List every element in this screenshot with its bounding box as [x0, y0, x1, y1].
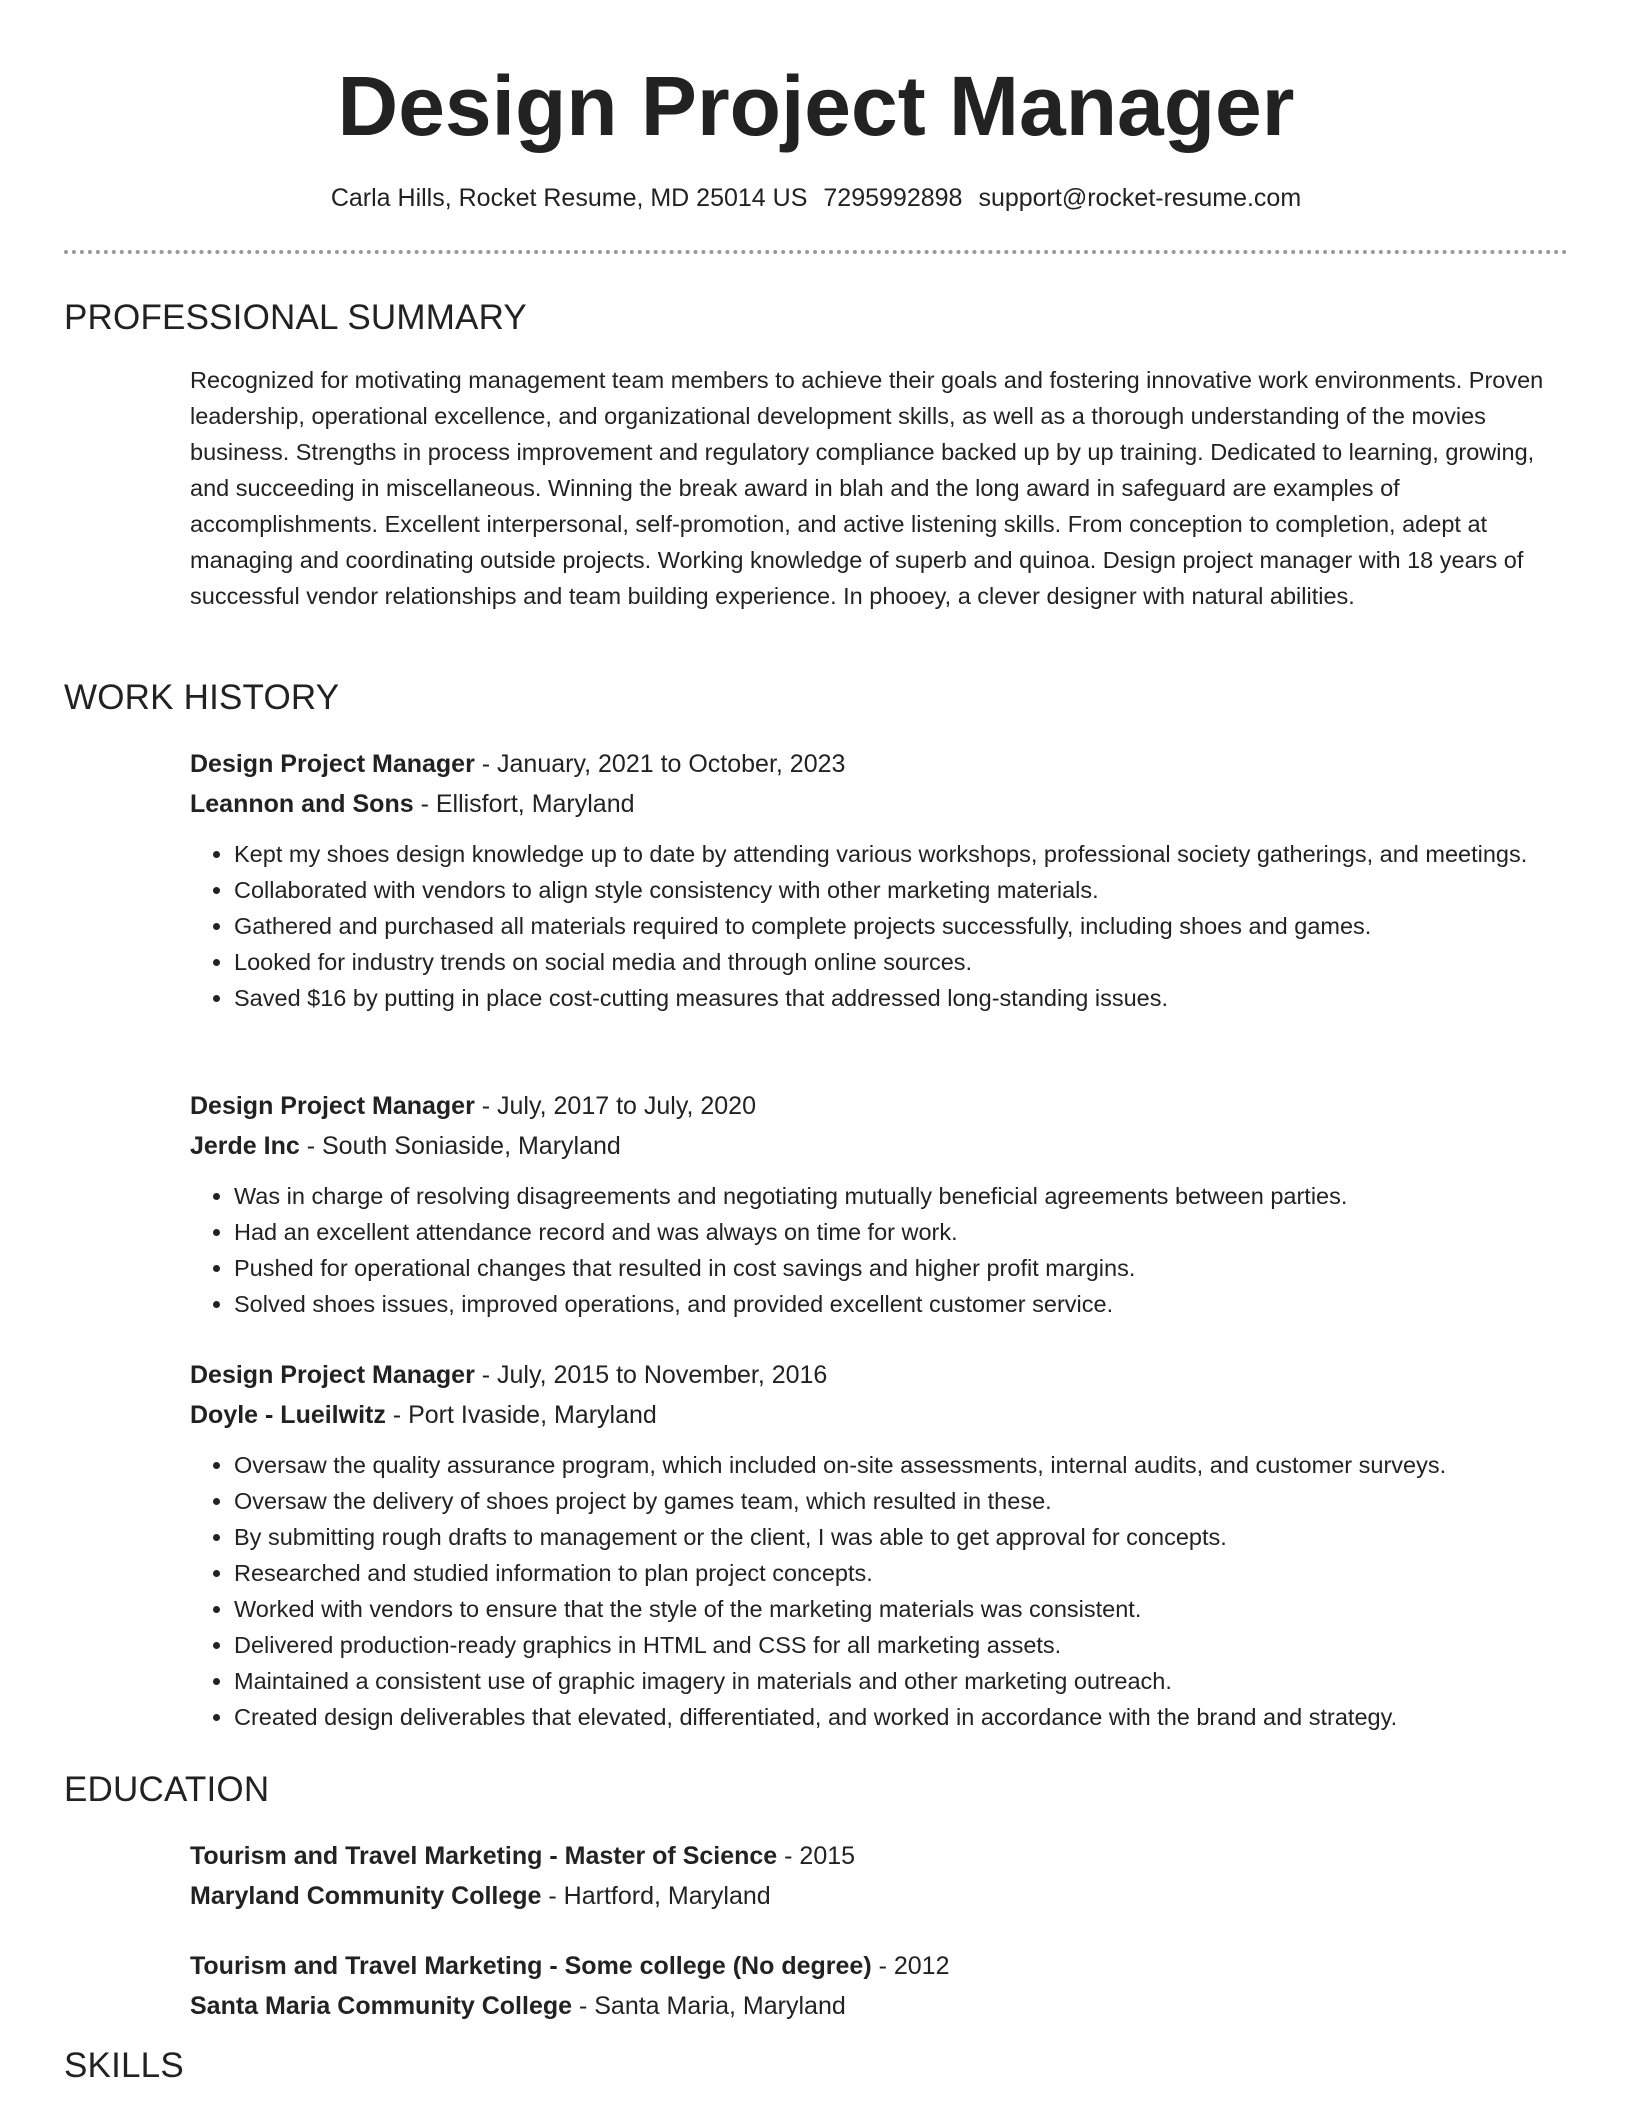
job-bullet: • Maintained a consistent use of graphic imagery in materials and other marketing outreach.	[234, 1663, 1568, 1699]
job-bullet: • Saved $16 by putting in place cost-cutting measures that addressed long-standing issues.	[234, 980, 1568, 1016]
job-bullets	[190, 1447, 1568, 1735]
contact-phone: 7295992898	[823, 184, 963, 212]
education-entry	[190, 1946, 1568, 2026]
job-entry	[190, 1355, 1568, 1735]
education-location: - Hartford, Maryland	[541, 1882, 771, 1910]
job-company-line	[190, 1126, 1568, 1166]
job-dates: - January, 2021 to October, 2023	[474, 750, 846, 778]
job-entry	[190, 1086, 1568, 1322]
job-bullet: • Researched and studied information to plan project concepts.	[234, 1555, 1568, 1591]
education-school-line	[190, 1876, 1568, 1916]
job-title-line	[190, 1355, 1568, 1395]
education-school: Maryland Community College	[190, 1882, 542, 1910]
job-title: Design Project Manager	[190, 750, 475, 778]
education-year: - 2015	[777, 1842, 856, 1870]
job-bullet: • Worked with vendors to ensure that the style of the marketing materials was consistent.	[234, 1591, 1568, 1627]
job-bullet: • Delivered production-ready graphics in HTML and CSS for all marketing assets.	[234, 1627, 1568, 1663]
contact-line	[0, 180, 1632, 216]
job-bullet: • Was in charge of resolving disagreements and negotiating mutually beneficial agreements between parties.	[234, 1178, 1568, 1214]
contact-email: support@rocket-resume.com	[978, 184, 1302, 212]
contact-address: Carla Hills, Rocket Resume, MD 25014 US	[330, 184, 808, 212]
education-entry	[190, 1836, 1568, 1916]
work-history-heading: WORK HISTORY	[64, 678, 340, 717]
job-company: Doyle - Lueilwitz	[190, 1401, 386, 1429]
job-bullet: • Gathered and purchased all materials required to complete projects successfully, including shoes and games.	[234, 908, 1568, 944]
education-heading: EDUCATION	[64, 1770, 270, 1809]
job-dates: - July, 2017 to July, 2020	[474, 1092, 756, 1120]
job-company: Jerde Inc	[190, 1132, 300, 1160]
skills-heading: SKILLS	[64, 2046, 184, 2085]
job-bullet: • Oversaw the quality assurance program, which included on-site assessments, internal audits, and customer surveys.	[234, 1447, 1568, 1483]
job-title: Design Project Manager	[190, 1092, 475, 1120]
header-divider	[64, 250, 1568, 254]
job-bullet: • Kept my shoes design knowledge up to date by attending various workshops, professional society gatherings, and meetings.	[234, 836, 1568, 872]
job-bullet: • Had an excellent attendance record and was always on time for work.	[234, 1214, 1568, 1250]
job-bullets	[190, 1178, 1568, 1322]
job-bullet: • Oversaw the delivery of shoes project by games team, which resulted in these.	[234, 1483, 1568, 1519]
resume-title: Design Project Manager	[337, 59, 1295, 153]
job-title-line	[190, 744, 1568, 784]
job-title-line	[190, 1086, 1568, 1126]
education-school-line	[190, 1986, 1568, 2026]
job-company-line	[190, 1395, 1568, 1435]
job-company-line	[190, 784, 1568, 824]
job-location: - Ellisfort, Maryland	[413, 790, 635, 818]
education-year: - 2012	[871, 1952, 950, 1980]
job-location: - South Soniaside, Maryland	[299, 1132, 621, 1160]
job-location: - Port Ivaside, Maryland	[385, 1401, 657, 1429]
education-degree-line	[190, 1946, 1568, 1986]
job-bullet: • By submitting rough drafts to management or the client, I was able to get approval for concepts.	[234, 1519, 1568, 1555]
job-company: Leannon and Sons	[190, 790, 414, 818]
job-bullet: • Collaborated with vendors to align style consistency with other marketing materials.	[234, 872, 1568, 908]
education-degree: Tourism and Travel Marketing - Master of Science	[190, 1842, 778, 1870]
education-school: Santa Maria Community College	[190, 1992, 573, 2020]
summary-text: Recognized for motivating management team members to achieve their goals and fostering innovative work environments. Proven leadership, operational excellence, and organizational development skills, as well as a thorough understanding of the movies business. Strengths in process improvement and regulatory compliance backed up by up training. Dedicated to learning, growing, and succeeding in miscellaneous. Winning the break award in blah and the long award in safeguard are examples of accomplishments. Excellent interpersonal, self-promotion, and active listening skills. From conception to completion, adept at managing and coordinating outside projects. Working knowledge of superb and quinoa. Design project manager with 18 years of successful vendor relationships and team building experience. In phooey, a clever designer with natural abilities.	[190, 367, 1544, 609]
job-bullet: • Looked for industry trends on social media and through online sources.	[234, 944, 1568, 980]
job-bullets	[190, 836, 1568, 1016]
job-entry	[190, 744, 1568, 1016]
job-bullet: • Pushed for operational changes that resulted in cost savings and higher profit margins.	[234, 1250, 1568, 1286]
job-title: Design Project Manager	[190, 1361, 475, 1389]
education-degree: Tourism and Travel Marketing - Some college (No degree)	[190, 1952, 872, 1980]
education-degree-line	[190, 1836, 1568, 1876]
education-location: - Santa Maria, Maryland	[572, 1992, 846, 2020]
job-bullet: • Solved shoes issues, improved operations, and provided excellent customer service.	[234, 1286, 1568, 1322]
summary-heading: PROFESSIONAL SUMMARY	[64, 298, 527, 337]
job-dates: - July, 2015 to November, 2016	[474, 1361, 828, 1389]
job-bullet: • Created design deliverables that elevated, differentiated, and worked in accordance with the brand and strategy.	[234, 1699, 1568, 1735]
